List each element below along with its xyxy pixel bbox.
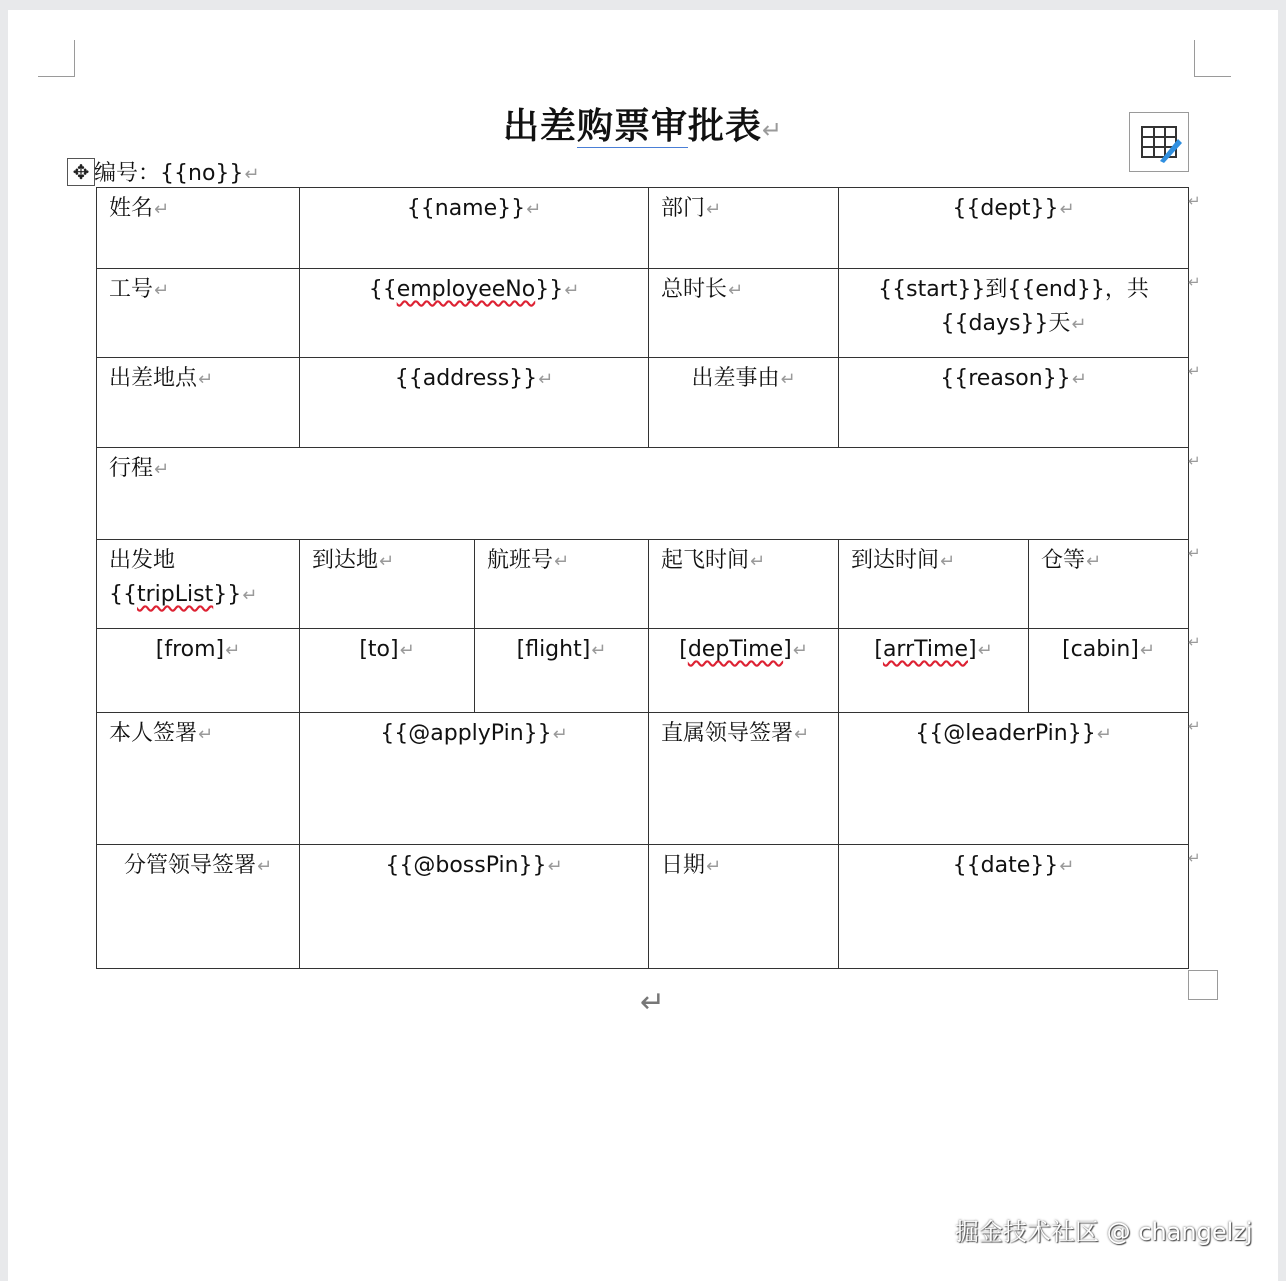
cell-dept-label[interactable]: 部门↵ xyxy=(649,188,839,269)
table-row xyxy=(97,188,1189,269)
final-paragraph-mark[interactable]: ↵ xyxy=(640,985,666,1020)
cell-employee-no-label[interactable]: 工号↵ xyxy=(97,269,300,358)
cell-arr-time-value[interactable]: [arrTime]↵ xyxy=(839,629,1029,713)
table-resize-handle[interactable] xyxy=(1188,970,1218,1000)
table-row xyxy=(97,845,1189,969)
document-number[interactable]: 编号：{{no}}↵ xyxy=(94,161,260,186)
cell-itinerary-header[interactable]: 行程↵ xyxy=(97,448,1189,540)
cell-date-label[interactable]: 日期↵ xyxy=(649,845,839,969)
row-end-mark: ↵ xyxy=(1188,849,1201,867)
row-end-mark: ↵ xyxy=(1188,192,1201,210)
cell-flight-value[interactable]: [flight]↵ xyxy=(475,629,649,713)
margin-corner-top-right xyxy=(1194,40,1231,77)
cell-dep-time-value[interactable]: [depTime]↵ xyxy=(649,629,839,713)
cell-arrival-header[interactable]: 到达地↵ xyxy=(300,540,475,629)
table-row xyxy=(97,629,1189,713)
cell-from-value[interactable]: [from]↵ xyxy=(97,629,300,713)
table-row xyxy=(97,358,1189,448)
row-end-mark: ↵ xyxy=(1188,717,1201,735)
cell-leader-sign-label[interactable]: 直属领导签署↵ xyxy=(649,713,839,845)
paragraph-mark: ↵ xyxy=(761,116,784,144)
cell-arr-time-header[interactable]: 到达时间↵ xyxy=(839,540,1029,629)
cell-cabin-value[interactable]: [cabin]↵ xyxy=(1029,629,1189,713)
cell-dept-value[interactable]: {{dept}}↵ xyxy=(839,188,1189,269)
cell-applicant-sign-value[interactable]: {{@applyPin}}↵ xyxy=(300,713,649,845)
cell-applicant-sign-label[interactable]: 本人签署↵ xyxy=(97,713,300,845)
cell-address-label[interactable]: 出差地点↵ xyxy=(97,358,300,448)
approval-form-table xyxy=(96,187,1189,969)
cell-cabin-header[interactable]: 仓等↵ xyxy=(1029,540,1189,629)
cell-flight-header[interactable]: 航班号↵ xyxy=(475,540,649,629)
table-row xyxy=(97,269,1189,358)
table-row xyxy=(97,713,1189,845)
watermark: 掘金技术社区 @ changelzj xyxy=(955,1218,1253,1246)
cell-leader-sign-value[interactable]: {{@leaderPin}}↵ xyxy=(839,713,1189,845)
row-end-mark: ↵ xyxy=(1188,273,1201,291)
row-end-mark: ↵ xyxy=(1188,544,1201,562)
document-title[interactable]: 出差购票审批表↵ xyxy=(502,106,784,147)
table-row xyxy=(97,448,1189,540)
row-end-mark: ↵ xyxy=(1188,633,1201,651)
cell-name-value[interactable]: {{name}}↵ xyxy=(300,188,649,269)
cell-duration-value[interactable]: {{start}}到{{end}}，共 {{days}}天↵ xyxy=(839,269,1189,358)
table-move-handle-icon[interactable]: ✥ xyxy=(67,158,95,186)
table-row xyxy=(97,540,1189,629)
cell-to-value[interactable]: [to]↵ xyxy=(300,629,475,713)
cell-address-value[interactable]: {{address}}↵ xyxy=(300,358,649,448)
cell-duration-label[interactable]: 总时长↵ xyxy=(649,269,839,358)
margin-corner-top-left xyxy=(38,40,75,77)
cell-reason-value[interactable]: {{reason}}↵ xyxy=(839,358,1189,448)
row-end-mark: ↵ xyxy=(1188,362,1201,380)
cell-reason-label[interactable]: 出差事由↵ xyxy=(649,358,839,448)
row-end-mark: ↵ xyxy=(1188,452,1201,470)
cell-departure-header[interactable]: 出发地 {{tripList}}↵ xyxy=(97,540,300,629)
cell-name-label[interactable]: 姓名↵ xyxy=(97,188,300,269)
cell-boss-sign-value[interactable]: {{@bossPin}}↵ xyxy=(300,845,649,969)
cell-date-value[interactable]: {{date}}↵ xyxy=(839,845,1189,969)
cell-dep-time-header[interactable]: 起飞时间↵ xyxy=(649,540,839,629)
cell-boss-sign-label[interactable]: 分管领导签署↵ xyxy=(97,845,300,969)
table-layout-icon[interactable] xyxy=(1129,112,1189,172)
cell-employee-no-value[interactable]: {{employeeNo}}↵ xyxy=(300,269,649,358)
